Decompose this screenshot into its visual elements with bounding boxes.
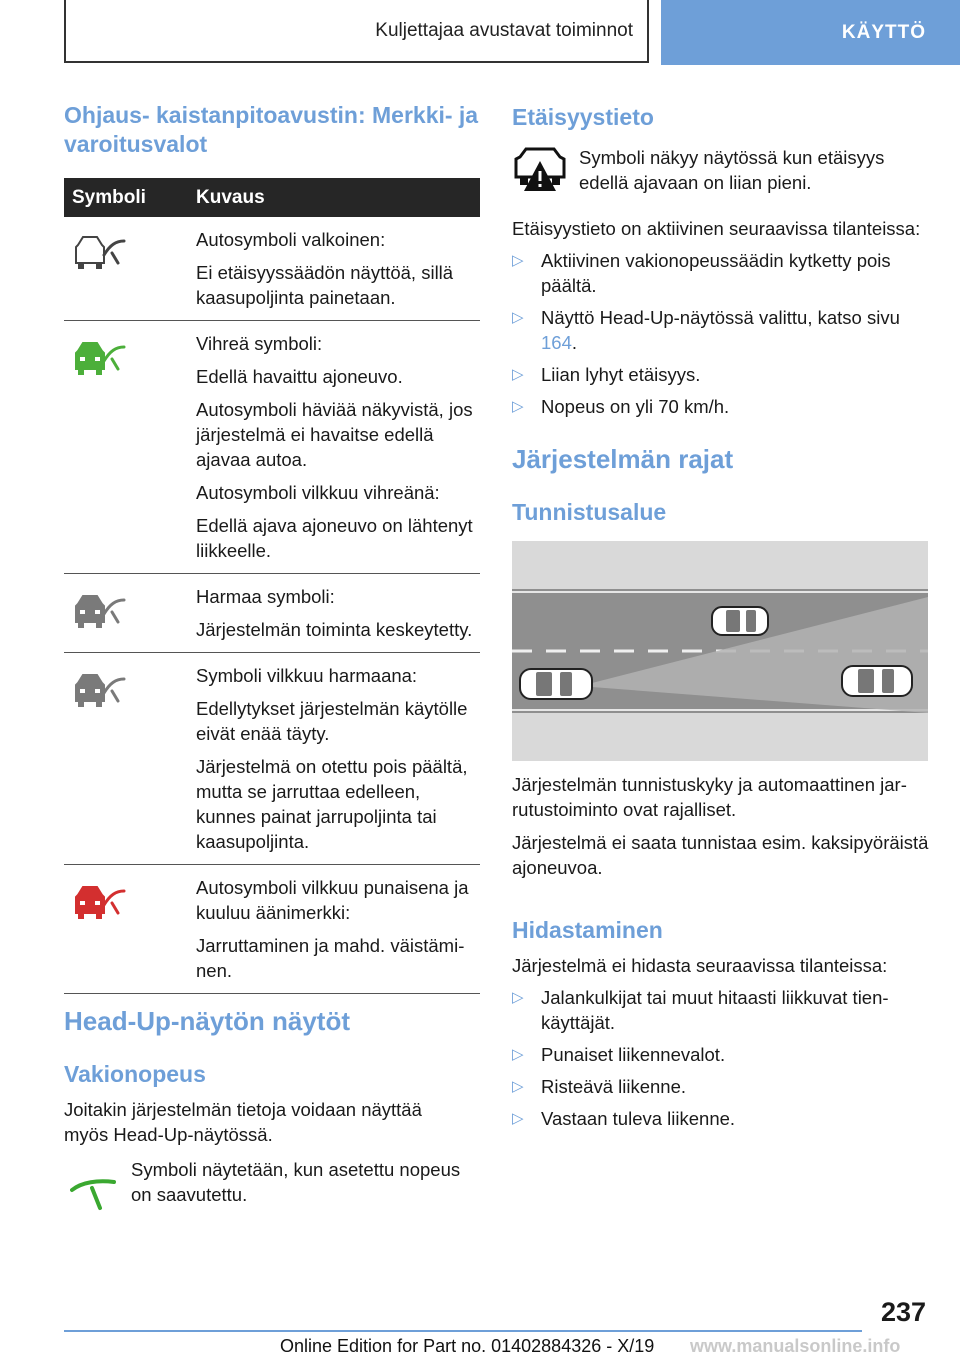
list-item: ▷ Jalankulkijat tai muut hitaasti liikkuvat tienkäyttäjät.: [512, 987, 889, 1033]
row-line: Autosymboli häviää näkyvistä, jos järjestelmä ei havaitse edellä ajavaa autoa.: [196, 399, 473, 470]
table-row-description: [196, 865, 480, 993]
detection-area-illustration: [512, 541, 928, 761]
detection-text-1: Järjestelmän tunnistuskyky ja automaattinen jarrutustoiminto ovat rajalliset.: [512, 774, 907, 820]
header-section-title: Kuljettajaa avustavat toiminnot: [375, 19, 633, 41]
distance-symbol-text: Symboli näkyy näytössä kun etäisyys edellä ajavaan on liian pieni.: [579, 147, 885, 193]
table-row-description: [196, 321, 480, 573]
speed-text: Joitakin järjestelmän tietoja voidaan näyttää myös Head-Up-näytössä.: [64, 1099, 422, 1145]
speed-symbol-text: Symboli näytetään, kun asetettu nopeus on saavutettu.: [131, 1159, 461, 1205]
row-line: Edellä ajava ajoneuvo on lähtenyt liikkeelle.: [196, 515, 473, 561]
bullet-triangle-icon: ▷: [512, 398, 524, 415]
row-line: Autosymboli vilkkuu vihreänä:: [196, 482, 440, 503]
chapter-tab[interactable]: [661, 0, 960, 65]
car-distance-gray-blink-icon: [74, 671, 126, 711]
car-distance-green-icon: [74, 339, 126, 379]
symbol-table: [64, 178, 480, 994]
bullet-triangle-icon: ▷: [512, 366, 524, 383]
row-line: Jarruttaminen ja mahd. väistäminen.: [196, 935, 465, 981]
table-row: [64, 574, 480, 653]
bullet-triangle-icon: ▷: [512, 1046, 524, 1063]
bullet-triangle-icon: ▷: [512, 309, 524, 326]
list-item: ▷ Punaiset liikennevalot.: [512, 1044, 726, 1065]
row-line: Edellä havaittu ajoneuvo.: [196, 366, 403, 387]
hud-heading: Head-Up-näytön näytöt: [64, 1006, 350, 1036]
row-line: Edellytykset järjestelmän käytölle eivät enää täyty.: [196, 698, 468, 744]
car-own: [520, 669, 592, 699]
header-section-box: [64, 0, 649, 63]
list-item: ▷ Nopeus on yli 70 km/h.: [512, 396, 730, 417]
table-row-description: [196, 217, 480, 320]
decel-heading: Hidastaminen: [512, 917, 663, 943]
distance-warning-icon: [514, 147, 566, 195]
table-row: [64, 865, 480, 994]
distance-list: [512, 248, 912, 426]
page-number: 237: [880, 1297, 926, 1327]
table-row: [64, 653, 480, 865]
speed-heading: Vakionopeus: [64, 1061, 206, 1087]
table-row-description: [196, 574, 480, 652]
car-front-lower: [842, 666, 912, 696]
table-col-description: Kuvaus: [196, 187, 265, 208]
table-col-symbol: Symboli: [72, 187, 146, 208]
table-row: [64, 217, 480, 321]
row-line: Järjestelmän toiminta keskeytetty.: [196, 619, 473, 640]
row-line: Järjestelmä on otettu pois päältä, mutta se jarruttaa edelleen, kunnes painat jarrupoljinta tai kaasupoljinta.: [196, 756, 468, 852]
detection-heading: Tunnistusalue: [512, 499, 667, 525]
row-line: Harmaa symboli:: [196, 586, 335, 607]
bullet-triangle-icon: ▷: [512, 252, 524, 269]
speed-reached-icon: [70, 1168, 116, 1214]
decel-list: [512, 985, 912, 1138]
table-header: [64, 178, 480, 217]
car-distance-white-icon: [74, 233, 126, 273]
table-row-description: [196, 653, 480, 864]
decel-intro: Järjestelmä ei hidasta seuraavissa tilanteissa:: [512, 955, 888, 976]
page-link-164[interactable]: 164: [541, 332, 572, 353]
distance-intro: Etäisyystieto on aktiivinen seuraavissa tilanteissa:: [512, 218, 921, 239]
row-line: Autosymboli valkoinen:: [196, 229, 386, 250]
list-item: ▷ Liian lyhyt etäisyys.: [512, 364, 701, 385]
watermark: www.manualsonline.info: [690, 1336, 901, 1356]
edition-text: Online Edition for Part no. 01402884326 - X/19: [280, 1336, 655, 1356]
footer-divider: [64, 1330, 862, 1332]
detection-text-2: Järjestelmä ei saata tunnistaa esim. kaksipyöräistä ajoneuvoa.: [512, 832, 929, 878]
chapter-tab-label: KÄYTTÖ: [841, 21, 926, 43]
row-line: Vihreä symboli:: [196, 333, 323, 354]
list-item: ▷ Näyttö Head-Up-näytössä valittu, katso sivu 164.: [512, 307, 900, 353]
list-item: ▷ Risteävä liikenne.: [512, 1076, 686, 1097]
car-distance-gray-icon: [74, 592, 126, 632]
car-distance-red-icon: [74, 883, 126, 923]
limits-heading: Järjestelmän rajat: [512, 444, 734, 474]
bullet-triangle-icon: ▷: [512, 1110, 524, 1127]
table-heading: Ohjaus- kaistanpitoavustin: Merkki- ja varoitusvalot: [64, 102, 479, 157]
list-item: ▷ Vastaan tuleva liikenne.: [512, 1108, 736, 1129]
bullet-triangle-icon: ▷: [512, 1078, 524, 1095]
bullet-triangle-icon: ▷: [512, 989, 524, 1006]
row-line: Symboli vilkkuu harmaana:: [196, 665, 418, 686]
distance-heading: Etäisyystieto: [512, 104, 654, 130]
car-front-upper: [712, 607, 768, 635]
row-line: Autosymboli vilkkuu punaisena ja kuuluu äänimerkki:: [196, 877, 469, 923]
row-line: Ei etäisyyssäädön näyttöä, sillä kaasupoljinta painetaan.: [196, 262, 454, 308]
table-row: [64, 321, 480, 574]
list-item: ▷ Aktiivinen vakionopeussäädin kytketty pois päältä.: [512, 250, 891, 296]
